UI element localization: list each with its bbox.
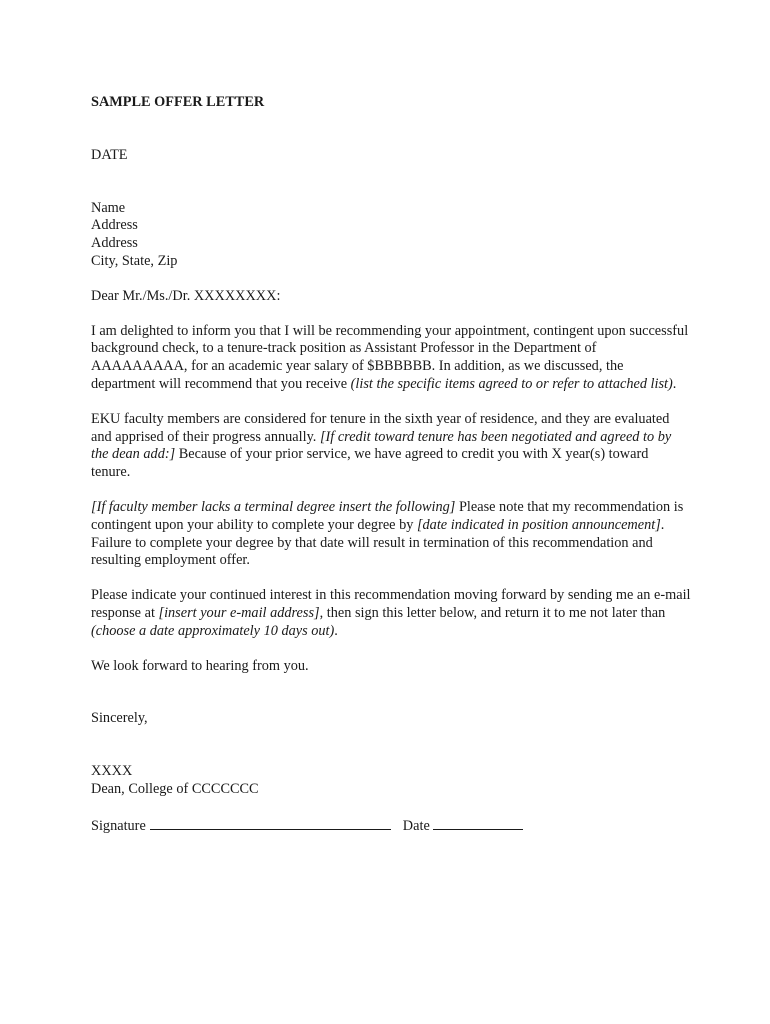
signer-block (91, 763, 691, 799)
paragraph-appointment (91, 323, 691, 394)
signature-blank-line[interactable] (150, 817, 391, 830)
paragraph-appointment-text: I am delighted to inform you that I will be recommending your appointment, contingent upon successful background check, to a tenure-track position as Assistant Professor in the Department of AAAAAAAAA, for an academic year salary of $BBBBBB. In addition, as we discussed, the department will recommend that you receive (91, 322, 689, 392)
signature-row (91, 817, 691, 836)
paragraph-degree-text-1: Please note that my recommendation is contingent upon your ability to complete your degree by (91, 498, 684, 533)
sign-off: Sincerely, (91, 710, 148, 727)
paragraph-appointment-end: . (672, 375, 677, 392)
salutation: Dear Mr./Ms./Dr. XXXXXXXX: (91, 287, 281, 304)
recipient-address-line-1: Address (91, 217, 138, 234)
paragraph-response-text-1: Please indicate your continued interest in this recommendation moving forward by sending me an e-mail response at (91, 587, 691, 621)
paragraph-response-text-2: , then sign this letter below, and return it to me not later than (319, 604, 666, 621)
paragraph-degree-italic-2: [date indicated in position announcement] (416, 516, 661, 533)
signature-date-blank-line[interactable] (433, 817, 523, 830)
signature-label: Signature (91, 817, 146, 834)
paragraph-tenure-italic: [If credit toward tenure has been negotiated and agreed to by the dean add:] (91, 428, 672, 463)
paragraph-degree (91, 499, 691, 570)
recipient-address (91, 200, 691, 271)
paragraph-response-end: . (334, 622, 338, 639)
signer-name: XXXX (91, 763, 133, 780)
paragraph-degree-italic-1: [If faculty member lacks a terminal degree insert the following] (91, 498, 456, 515)
paragraph-degree-text-2: . Failure to complete your degree by that date will result in termination of this recommendation and resulting employment offer. (91, 516, 665, 569)
paragraph-tenure (91, 411, 691, 482)
closing-line: We look forward to hearing from you. (91, 657, 309, 674)
paragraph-response-italic-2: (choose a date approximately 10 days out) (91, 622, 335, 639)
paragraph-tenure-end: Because of your prior service, we have agreed to credit you with X year(s) toward tenure. (91, 446, 649, 481)
letter-body (91, 94, 691, 836)
recipient-city-state-zip: City, State, Zip (91, 252, 178, 269)
paragraph-tenure-text: EKU faculty members are considered for tenure in the sixth year of residence, and they are evaluated and apprised of their progress annually. (91, 410, 670, 445)
letter-title: SAMPLE OFFER LETTER (91, 94, 265, 110)
recipient-name: Name (91, 199, 126, 216)
paragraph-response-italic-1: [insert your e-mail address] (158, 604, 320, 621)
signer-title: Dean, College of CCCCCCC (91, 780, 259, 797)
letter-date: DATE (91, 146, 128, 163)
recipient-address-line-2: Address (91, 235, 138, 252)
paragraph-appointment-italic: (list the specific items agreed to or refer to attached list) (350, 375, 673, 392)
paragraph-response (91, 587, 691, 640)
signature-date-label: Date (402, 817, 430, 834)
